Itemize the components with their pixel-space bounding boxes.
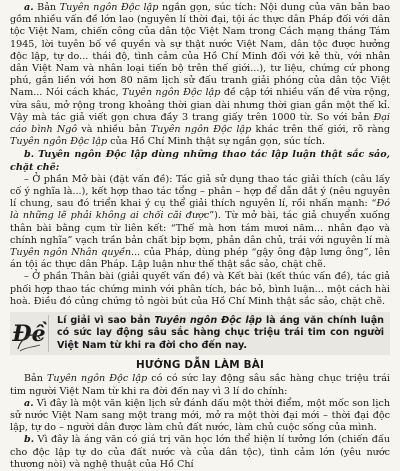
paragraph-a-label: a. (24, 2, 34, 13)
bullet-mo-bai-quote: Đó là những lẽ phải không ai chối cãi được (10, 198, 390, 222)
paragraph-a-intro: Bản (37, 2, 60, 13)
bullet-than-bai-text: – Ở phần Thân bài (giải quyết vấn đề) và Kết bài (kết thúc vấn đề), tác giả phối hợp thao tác chứng minh với phân tích, bác bỏ, bình luận... một cách hài hoà. Điều đó củng chứng tỏ ngòi bút của Hồ Chí Minh thật sắc sảo, chặt chẽ. (10, 271, 390, 307)
paragraph-a (10, 2, 390, 148)
paragraph-a-body3: và nhiều bản (77, 124, 151, 136)
bullet-mo-bai (10, 174, 390, 272)
paragraph-a-body4: khác trên thế giới, rõ ràng (251, 124, 390, 136)
exercise-label (10, 321, 48, 347)
guide-intro-text1: Bản (24, 373, 48, 385)
exercise-prompt-title: Tuyên ngôn Độc lập (154, 315, 263, 327)
guide-point-a-text: Vì đây là một văn kiện lịch sử đánh dấu một thời điểm, một mốc son lịch sử nước Việt Nam sang một trang mới, mở ra một thời đại mới – thời đại độc lập, tự do – người dân được làm chủ đất nước, làm chủ cuộc sống của mình. (10, 397, 390, 434)
paragraph-a-body2: đề cập tới nhiều vấn đề vừa rộng, vừa sâu, mở rộng trong khoảng thời gian dài nhưng thời gian gắn một thế kỉ. Vậy mà tác giả viết gọn chưa đầy 3 trang giấy trên 1000 từ. So với bản (10, 87, 390, 123)
bullet-mo-bai-text3: ... của Pháp, dùng phép “gậy ông đập lưng ông”, lên án tội ác thực dân Pháp. Lập luận như thế thật sắc sảo, chặt chẽ. (10, 247, 390, 271)
exercise-prompt-text1: Lí giải vì sao bản (57, 315, 155, 327)
guide-heading: HƯỚNG DẪN LÀM BÀI (135, 359, 265, 372)
paragraph-a-title3: Đại cáo bình Ngô (10, 111, 390, 136)
guide-point-a-label: a. (24, 397, 34, 409)
paragraph-a-title4: Tuyên ngôn Độc lập (150, 124, 252, 136)
paragraph-b-heading-rest: dùng những thao tác lập luận thật sắc sảo, chặt chẽ: (10, 149, 390, 173)
paragraph-b-label: b. (24, 149, 35, 161)
exercise-prompt-text2: là áng văn chính luận có sức lay động sâu sắc hàng chục triệu trái tim con người Việt Nam từ khi ra đời cho đến nay. (57, 315, 384, 351)
paragraph-b-heading (10, 149, 390, 173)
guide-intro-title: Tuyên ngôn Độc lập (47, 373, 148, 385)
guide-point-a (10, 398, 390, 435)
paragraph-a-title2: Tuyên ngôn Độc lập (122, 87, 221, 99)
bullet-mo-bai-text2: ”). Từ mở bài, tác giả chuyển xuống thân bài bằng cụm từ liên kết: “Thế mà hơn tám mươi năm... nhân đạo và chính nghĩa” vạch trần bản chất bịp bợm, phản dân chủ, trái với nguyên lí mà (10, 210, 390, 246)
paragraph-b-title: Tuyên ngôn Độc lập (38, 149, 148, 161)
guide-intro (10, 373, 390, 397)
bullet-mo-bai-text1: – Ở phần Mở bài (đặt vấn đề): Tác giả sử dụng thao tác giải thích (câu lấy cố ý nghĩa là...), kết hợp thao tác tổng – phân – hợp để dẫn dắt ý (nêu nguyên lí chung, sau đó triển khai ý cụ thể giải thích nguyên lí, rồi nhấn mạnh: “ (10, 173, 390, 210)
bullet-than-bai (10, 271, 390, 308)
pen-swirl-icon (14, 325, 44, 355)
bullet-mo-bai-title: Tuyên ngôn Nhân quyền (10, 247, 132, 259)
paragraph-a-body: ngắn gọn, súc tích: Nội dung của văn bản bao gồm nhiều vấn đề lớn lao (nguyên lí thời đại, tội ác thực dân Pháp đối với dân tộc Việt Nam, chiến công của dân tộc Việt Nam trong Cách mạng tháng Tám 1945, lời tuyên bố về quyền và sự thật nước Việt Nam, dân tộc được hưởng độc lập, tự do... thái độ, tình cảm của Hồ Chí Minh đối với kẻ thù, với nhân dân Việt Nam và nhân loại tiến bộ trên thế giới...), tư liệu, chứng cứ phong phú, gắn liền với hơn 80 năm lịch sử đấu tranh giải phóng của dân tộc Việt Nam... Nói cách khác, (10, 2, 390, 99)
exercise-prompt (48, 315, 384, 352)
guide-point-b (10, 434, 390, 471)
guide-point-b-label: b. (24, 434, 35, 446)
exercise-label-text: Đề (12, 320, 46, 347)
paragraph-a-title5: Tuyên ngôn Độc lập (10, 136, 108, 148)
guide-intro-text2: có có sức lay động sâu sắc hàng chục triệu trái tim người Việt Nam từ khi ra đời đến nay vì 3 lí do chính: (10, 373, 390, 397)
paragraph-a-body5: của Hồ Chí Minh thật sự ngắn gọn, súc tích. (107, 136, 326, 148)
guide-point-b-text: Vì đây là áng văn có giá trị văn học lớn thể hiện lí tưởng lớn (chiến đấu cho độc lập tự do của đất nước và của dân tộc), tình cảm lớn (yêu nước thương nòi) và nghệ thuật của Hồ Chí (10, 434, 390, 470)
exercise-box (10, 312, 390, 355)
paragraph-a-title: Tuyên ngôn Độc lập (59, 2, 159, 13)
